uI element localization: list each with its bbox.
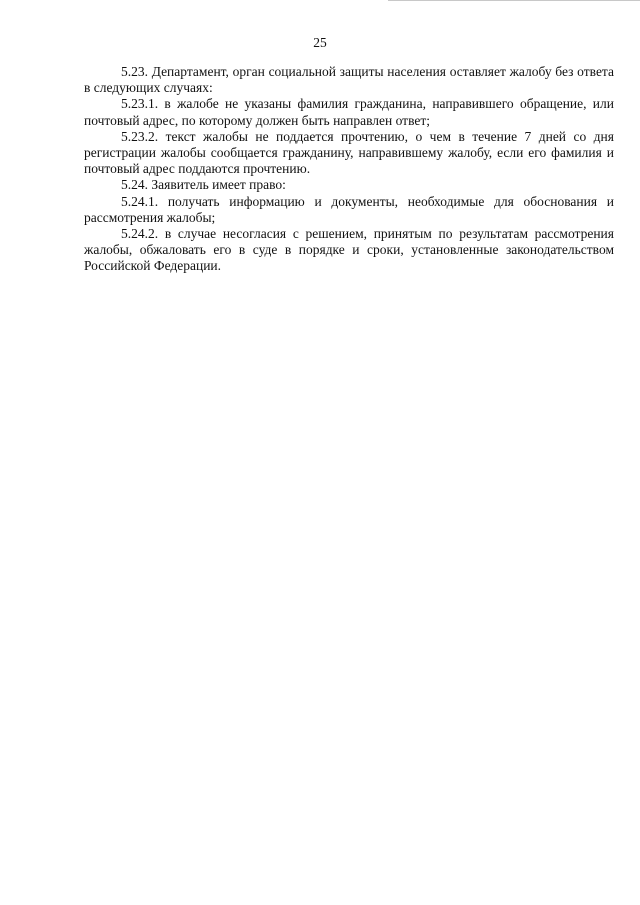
paragraph-5-24-2: 5.24.2. в случае несогласия с решением, принятым по результатам рассмотрения жалобы, обжаловать его в суде в порядке и сроки, установленные законодательством Российской Федерации. bbox=[84, 226, 614, 274]
page-number: 25 bbox=[313, 35, 327, 50]
document-body bbox=[84, 64, 614, 275]
paragraph-5-23-1: 5.23.1. в жалобе не указаны фамилия гражданина, направившего обращение, или почтовый адрес, по которому должен быть направлен ответ; bbox=[84, 96, 614, 128]
top-edge-rule bbox=[388, 0, 640, 1]
paragraph-5-23: 5.23. Департамент, орган социальной защиты населения оставляет жалобу без ответа в следующих случаях: bbox=[84, 64, 614, 96]
paragraph-5-24: 5.24. Заявитель имеет право: bbox=[121, 177, 286, 193]
paragraph-5-24-1: 5.24.1. получать информацию и документы, необходимые для обоснования и рассмотрения жалобы; bbox=[84, 193, 614, 225]
paragraph-5-23-2: 5.23.2. текст жалобы не поддается прочтению, о чем в течение 7 дней со дня регистрации жалобы сообщается гражданину, направившему жалобу, если его фамилия и почтовый адрес поддаются прочтению. bbox=[84, 128, 614, 177]
